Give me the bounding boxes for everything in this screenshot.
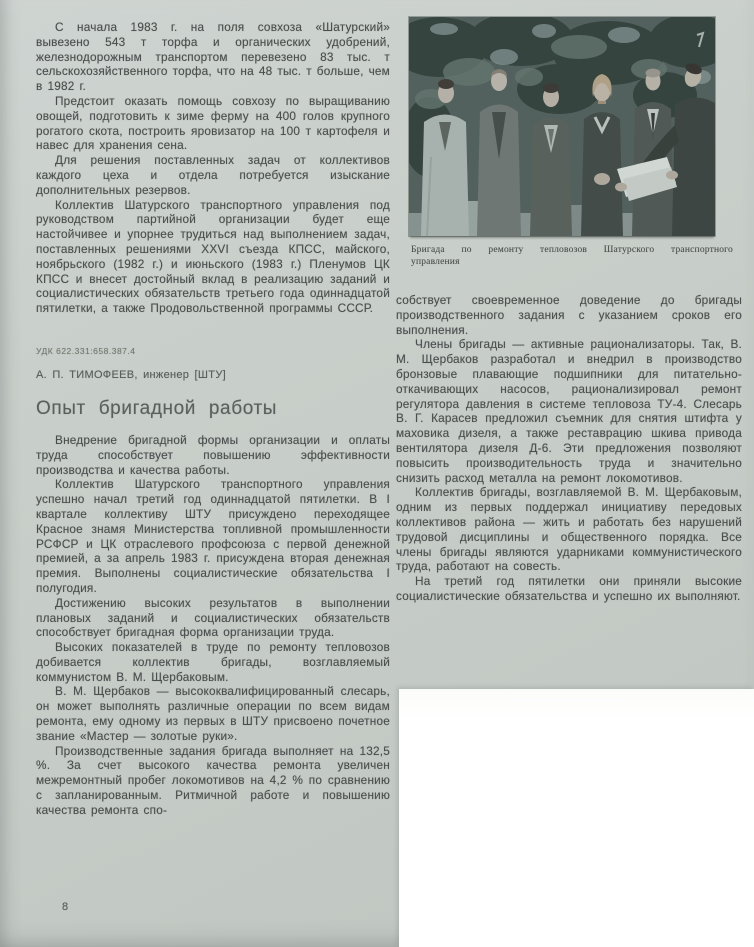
photo-caption: Бригада по ремонту тепловозов Шатурского транспортного управления [411, 245, 733, 267]
article-paragraph: Члены бригады — активные рационализаторы. Так, В. М. Щербаков разработал и внедрил в производство бронзовые плавающие подшипники для питательно-откачивающих насосов, рационализировал ремонт регулятора давления в системе тепловоза ТУ-4. Слесарь В. Г. Карасев предложил съемник для снятия штифта у маховика дизеля, а также реставрацию шкива привода вентилятора дизеля Д-6. Эти предложения позволяют повысить производительность труда и значительно снизить расход металла на ремонт локомотивов. [396, 337, 742, 485]
article-paragraph: Производственные задания бригада выполняет на 132,5 %. За счет высокого качества ремонта увеличен межремонтный пробег локомотивов на 4,2 % по сравнению с запланированным. Ритмичной работе и повышению качества ремонта спо- [36, 743, 390, 817]
article-body-right [396, 293, 742, 604]
article-paragraph: Достижению высоких результатов в выполнении плановых заданий и социалистических обязательств способствует бригадная форма организации труда. [36, 595, 390, 640]
article-paragraph: На третий год пятилетки они приняли высокие социалистические обязательства и успешно их выполняют. [396, 574, 742, 603]
article-paragraph: Коллектив Шатурского транспортного управления успешно начал третий год одиннадцатой пятилетки. В I квартале коллективу ШТУ присуждено переходящее Красное знамя Министерства топливной промышленности РСФСР и ЦК отраслевого профсоюза с первой денежной премией, а за апрель 1983 г. присуждена вторая денежная премия. Выполнены социалистические обязательства I полугодия. [36, 477, 390, 595]
intro-paragraph: С начала 1983 г. на поля совхоза «Шатурский» вывезено 543 т торфа и органических удобрений, железнодорожным транспортом перевезено 83 тыс. т сельскохозяйственного торфа, что на 48 тыс. т больше, чем в 1982 г. [36, 20, 390, 94]
intro-paragraph: Для решения поставленных задач от коллективов каждого цеха и отдела потребуется изыскание дополнительных резервов. [36, 153, 390, 197]
intro-paragraph: Коллектив Шатурского транспортного управления под руководством партийной организации будет еще настойчивее и упорнее трудиться над выполнением задач, поставленных решениями XXVI съезда КПСС, майского, ноябрьского (1982 г.) и июньского (1983 г.) Пленумов ЦК КПСС и внесет достойный вклад в реализацию заданий и социалистических обязательств третьего года одиннадцатой пятилетки, а также Продовольственной программы СССР. [36, 197, 390, 316]
article-body-left [36, 433, 390, 818]
right-column [396, 17, 742, 604]
article-paragraph: собствует своевременное доведение до бригады производственного задания с указанием сроков его выполнения. [396, 293, 742, 337]
page-number: 8 [62, 901, 69, 913]
intro-paragraph: Предстоит оказать помощь совхозу по выращиванию овощей, подготовить к зиме ферму на 400 голов крупного рогатого скота, построить яровизатор на 100 т картофеля и навес для хранения сена. [36, 93, 390, 153]
article-paragraph: В. М. Щербаков — высококвалифицированный слесарь, он может выполнять различные операции по всем видам ремонта, ему одному из первых в ШТУ присвоено почетное звание «Мастер — золотые руки». [36, 684, 390, 743]
left-column [36, 20, 390, 818]
udc-code: УДК 622.331:658.387.4 [36, 345, 136, 356]
article-paragraph: Высоких показателей в труде по ремонту тепловозов добивается коллектив бригады, возглавляемый коммунистом В. М. Щербаковым. [36, 640, 390, 684]
author-line: А. П. ТИМОФЕЕВ, инженер [ШТУ] [36, 368, 226, 381]
article-title: Опыт бригадной работы [36, 397, 278, 419]
scan-white-area [399, 689, 754, 947]
article-paragraph: Коллектив бригады, возглавляемой В. М. Щербаковым, одним из первых поддержал инициативу передовых коллективов района — жить и работать без нарушений трудовой дисциплины и общественного порядка. Все члены бригады являются ударниками коммунистического труда, работают на совесть. [396, 485, 742, 574]
brigade-photo [409, 17, 715, 236]
article-paragraph: Внедрение бригадной формы организации и оплаты труда способствует повышению эффективности производства и качества работы. [36, 432, 390, 477]
